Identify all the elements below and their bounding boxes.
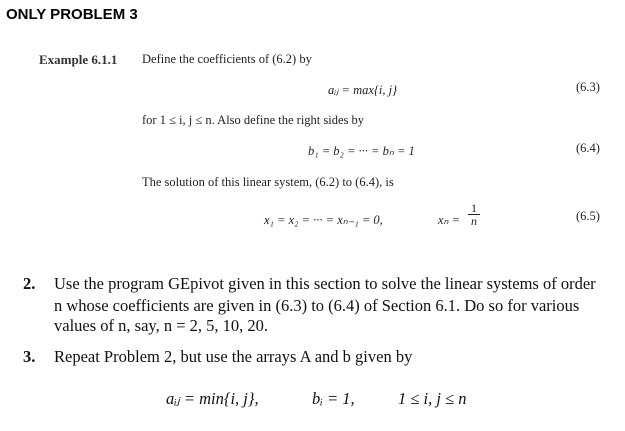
- equation-a: aᵢⱼ = min{i, j},: [166, 389, 259, 408]
- fraction-denominator: n: [471, 214, 477, 228]
- page-title: ONLY PROBLEM 3: [6, 6, 138, 23]
- problem-number: 3.: [23, 347, 36, 366]
- example-line-2: for 1 ≤ i, j ≤ n. Also define the right sides by: [142, 113, 365, 127]
- equation-6-3: aᵢⱼ = max{i, j}: [328, 83, 398, 97]
- problem-number: 2.: [23, 274, 36, 293]
- equation-range: 1 ≤ i, j ≤ n: [398, 389, 467, 408]
- example-line-3: The solution of this linear system, (6.2) to (6.4), is: [142, 175, 394, 189]
- equation-6-5-left: x₁ = x₂ = ··· = xₙ₋₁ = 0,: [264, 213, 383, 227]
- problem-text-line: n whose coefficients are given in (6.3) to (6.4) of Section 6.1. Do so for various: [54, 296, 580, 315]
- equation-number-6-3: (6.3): [576, 80, 600, 94]
- example-intro: Define the coefficients of (6.2) by: [142, 52, 312, 66]
- equation-6-4: b₁ = b₂ = ··· = bₙ = 1: [308, 144, 415, 158]
- equation-number-6-5: (6.5): [576, 209, 600, 223]
- equation-number-6-4: (6.4): [576, 141, 600, 155]
- problem-text-line: Repeat Problem 2, but use the arrays A and b given by: [54, 347, 413, 366]
- problem-text-line: values of n, say, n = 2, 5, 10, 20.: [54, 316, 269, 335]
- problem-text-line: Use the program GEpivot given in this section to solve the linear systems of order: [54, 274, 596, 293]
- example-label: Example 6.1.1: [39, 52, 118, 67]
- fraction-numerator: 1: [468, 202, 480, 215]
- equation-b: bᵢ = 1,: [312, 389, 355, 408]
- equation-6-5-right: xₙ =: [438, 213, 461, 227]
- fraction-one-over-n: [468, 202, 480, 227]
